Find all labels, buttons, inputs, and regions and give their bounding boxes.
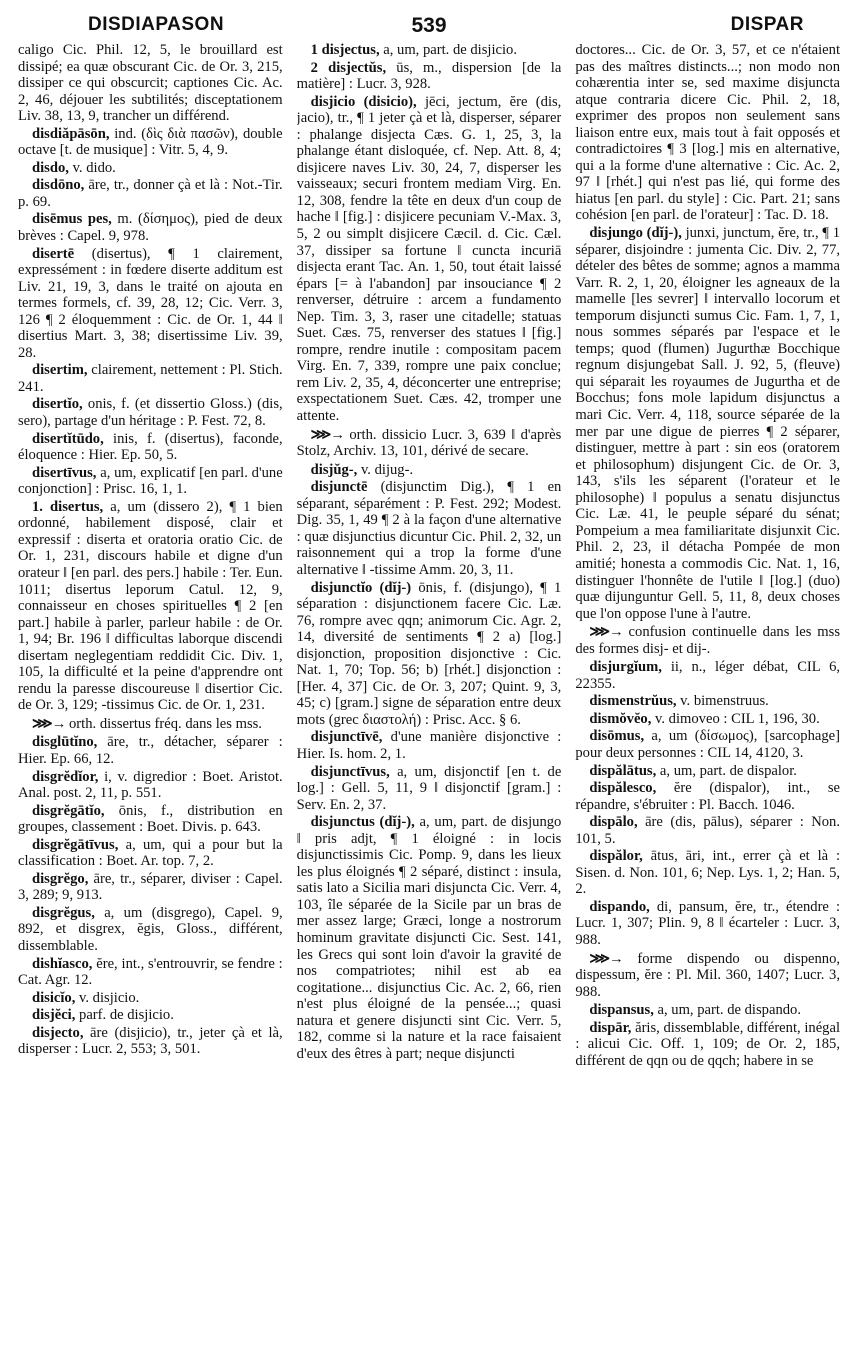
entry-text: ĕre (dispalor), int., se répandre, s'ébruiter : Pl. Bacch. 1046. xyxy=(575,780,840,813)
entry-text: doctores... Cic. de Or. 3, 57, et ce n'étaient pas des maîtres distincts...; non modo non cohærentia inter se, sed maxime disjuncta atque contraria dicere Cic. Phil. 2, 18, exprimer des propos non seulement sans liaison entre eux, mais tout à fait opposés et contradictoires ¶ 3 [log.] mis en alternative, qui a la forme d'une alternative : Cic. Ac. 2, 97 ‖ [rhét.] qui n'est pas lié, qui forme des hiatus [en parl. du style] : Cic. Part. 21; sans cohésion [en parl. de l'orateur] : Tac. D. 18. xyxy=(575,42,840,224)
orthography-note xyxy=(575,951,840,1001)
dictionary-entry xyxy=(575,899,840,949)
headword: disjunctīvē, xyxy=(310,729,383,746)
headword: disjungo (dĭj-), xyxy=(589,225,682,242)
dictionary-entry xyxy=(18,871,283,904)
entry-text: v. bimenstruus. xyxy=(676,693,769,710)
entry-text: v. dimoveo : CIL 1, 196, 30. xyxy=(651,710,820,727)
entry-text: a, um, part. de dispando. xyxy=(653,1002,801,1019)
headword: disdōno, xyxy=(32,177,85,194)
note-arrow-icon: ⋙→ xyxy=(589,950,623,967)
entry-text: v. disjicio. xyxy=(75,989,140,1006)
page-header xyxy=(18,8,840,42)
dictionary-entry xyxy=(18,1007,283,1024)
headword: dismenstrŭus, xyxy=(589,693,677,710)
entry-text: (disjunctim Dig.), ¶ 1 en séparant, séparément : P. Fest. 292; Modest. Dig. 35, 1, 49 ¶ 2 à la façon d'une alternative : quæ disjunctius dicuntur Cic. Phil. 2, 32, un raisonnement qui a trop la forme d'une alternative ‖ -tissime Amm. 20, 3, 11. xyxy=(296,479,562,578)
dictionary-entry xyxy=(575,848,840,898)
headword: 2 disjectŭs, xyxy=(310,59,387,76)
entry-text: ăris, dissemblable, différent, inégal : alicui Cic. Off. 1, 109; de Or. 2, 185, différent de qqn ou de qqch; habere in se xyxy=(575,1019,840,1069)
orthography-note xyxy=(18,716,283,733)
dictionary-entry xyxy=(18,465,283,498)
dictionary-entry xyxy=(18,769,283,802)
headword: dishĭasco, xyxy=(32,955,93,972)
headword: dispălātus, xyxy=(589,762,657,779)
dictionary-entry xyxy=(18,956,283,989)
dictionary-entry xyxy=(18,246,283,362)
headword: disertim, xyxy=(32,362,88,379)
headword: disgrĕgātĭo, xyxy=(32,802,105,819)
entry-text: m. (δίσημος), pied de deux brèves : Capel. 9, 978. xyxy=(18,211,283,245)
note-arrow-icon: ⋙→ xyxy=(32,715,66,732)
entry-text: i, v. digredior : Boet. Aristot. Anal. post. 2, 11, p. 551. xyxy=(18,768,283,802)
headword: disgrĕdĭor, xyxy=(32,768,99,785)
entry-text: d'une manière disjonctive : Hier. Is. hom. 2, 1. xyxy=(296,729,562,762)
headword: disjurgĭum, xyxy=(589,659,662,676)
dictionary-entry xyxy=(18,362,283,395)
headword: disōmus, xyxy=(589,728,645,745)
entry-text: a, um, explicatif [en parl. d'une conjonction] : Prisc. 16, 1, 1. xyxy=(18,464,283,498)
headword: disjunctus (dĭj-), xyxy=(310,814,415,831)
column-middle xyxy=(297,42,562,1350)
dictionary-entry xyxy=(575,1020,840,1070)
entry-text: inis, f. (disertus), faconde, éloquence : Hier. Ep. 50, 5. xyxy=(18,430,283,464)
orthography-note xyxy=(297,427,562,460)
headword: disertē xyxy=(32,245,75,262)
page-number: 539 xyxy=(411,14,447,37)
running-head-right: DISPAR xyxy=(730,14,804,35)
headword: dispār, xyxy=(589,1019,632,1036)
dictionary-entry xyxy=(575,225,840,622)
entry-text: a, um, qui a pour but la classification : Boet. Ar. top. 7, 2. xyxy=(18,836,283,870)
dictionary-entry xyxy=(297,42,562,59)
dictionary-entry xyxy=(575,728,840,761)
dictionary-entry xyxy=(18,1025,283,1058)
headword: dispălesco, xyxy=(589,780,657,797)
column-right xyxy=(575,42,840,1350)
headword: disglūtĭno, xyxy=(32,734,98,751)
headword: dispălor, xyxy=(589,848,643,865)
dictionary-entry xyxy=(575,780,840,813)
dictionary-entry xyxy=(575,814,840,847)
dictionary-entry xyxy=(297,814,562,1062)
headword: disjunctĭo (dĭj-) xyxy=(310,579,412,596)
entry-text: āre, tr., séparer, diviser : Capel. 3, 289; 9, 913. xyxy=(18,870,283,904)
entry-text: clairement, nettement : Pl. Stich. 241. xyxy=(18,362,283,395)
headword: dispando, xyxy=(589,898,650,915)
column-left xyxy=(18,42,283,1350)
headword: disjŭg-, xyxy=(310,461,358,478)
entry-text: a, um, part. de disjungo ‖ pris adjt, ¶ 1 éloigné : in locis disjunctissimis Cic. Pomp. 9, dans les lieux les plus éloignés ¶ 2 séparé, distinct : insula, satis lato a Sicilia mari disjuncta Cic. Verr. 4, 103, île séparée de la Sicile par un bras de mer assez large; Græci, longe a nostrorum hominum gravitate disjuncti Cic. Sest. 141, les Grecs qui sont loin d'avoir la gravité de nos compatriotes; nihil est ab ea cogitatione... disjunctius Cic. Ac. 2, 66, rien n'est plus éloigné de la pensée...; quasi natura et genere disjuncti sint Cic. Verr. 5, 182, comme si la nature et la race faisaient d'eux des êtres à part; neque disjuncti xyxy=(296,814,562,1062)
entry-text: āre, tr., donner çà et là : Not.-Tir. p. 69. xyxy=(18,177,283,210)
dictionary-entry xyxy=(18,803,283,836)
dictionary-entry xyxy=(18,837,283,870)
dictionary-entry xyxy=(18,177,283,210)
headword: disjĕci, xyxy=(32,1007,76,1024)
dictionary-entry xyxy=(575,1002,840,1019)
running-head-left: DISDIAPASON xyxy=(88,14,225,35)
entry-text: jēci, jectum, ĕre (dis, jacio), tr., ¶ 1 jeter çà et là, disperser, séparer : phalange disjecta Cæs. G. 1, 25, 3, la phalange étant disloquée, cf. Nep. Att. 8, 4; disjicere naves Liv. 30, 24, 7, disperser les vaisseaux; securi frontem mediam Virg. En. 12, 308, fendre la tête en deux d'un coup de hache ‖ [fig.] : disjicere pecuniam V.-Max. 3, 5, 2 ou simplt disjicere Cæcil. d. Cic. Cæl. 37, dissiper sa fortune ‖ cuncta incuriā disjecta erant Tac. An. 1, 50, tout était laissé épars [= à l'abandon] par insouciance ¶ 2 renverser, détruire : arcem a fundamento Nep. Tim. 3, 3, raser une citadelle; statuas Suet. Cæs. 75, renverser des statues ‖ [fig.] rompre, rendre inutile : compositam pacem Virg. En. 7, 339, rompre une paix conclue; rem Liv. 2, 35, 4, déconcerter une entreprise; exspectationem Suet. Cæs. 42, tromper une attente. xyxy=(296,93,562,425)
entry-text: junxi, junctum, ĕre, tr., ¶ 1 séparer, disjoindre : jumenta Cic. Div. 2, 77, dételer des bêtes de somme; agnos a mamma Varr. R. 2, 1, 20, éloigner les agneaux de la mamelle [les sevrer] ‖ intervallo locorum et temporum disjuncti sumus Cic. Fam. 1, 7, 1, nous sommes séparés par l'espace et le temps; quod (flumen) Jugurthæ Bocchique regnum disjungebat Sall. J. 92, 5, (fleuve) qui séparait les royaumes de Jugurtha et de Bocchus; fons mole lapidum disjunctus a mari Cic. Verr. 4, 118, source séparée de la mer par une digue de pierres ¶ 2 séparer, distinguer, mettre à part : sin eos (oratorem et philosophum) disjungent Cic. de Or. 3, 143, s'ils les séparent (l'orateur et le philosophe) ‖ populus a senatu disjunctus Cic. Læ. 41, le peuple séparé du sénat; Pompeium a mea familiaritate disjunxit Cic. Phil. 2, 23, il détacha Pompée de mon amitié; honesta a commodis Cic. Nat. 1, 16, distinguer l'honnête de l'utile ‖ [log.] (duo) quæ dijunguntur Gell. 5, 11, 8, deux choses que l'on oppose l'une à l'autre. xyxy=(575,225,840,622)
dictionary-entry xyxy=(297,729,562,762)
entry-text: a, um (disgrego), Capel. 9, 892, et disgrex, ĕgis, Gloss., différent, dissemblable. xyxy=(18,904,283,954)
entry-text: āre (dis, pālus), séparer : Non. 101, 5. xyxy=(575,814,840,847)
note-arrow-icon: ⋙→ xyxy=(310,426,345,443)
dictionary-entry xyxy=(297,479,562,578)
entry-text: confusion continuelle dans les mss des formes disj- et dij-. xyxy=(575,624,840,657)
dictionary-entry xyxy=(297,94,562,425)
dictionary-entry xyxy=(18,734,283,767)
headword: dispansus, xyxy=(589,1002,654,1019)
entry-text: ūs, m., dispersion [de la matière] : Lucr. 3, 928. xyxy=(296,59,562,93)
headword: disgrĕgo, xyxy=(32,870,89,887)
dictionary-entry xyxy=(18,42,283,125)
entry-text: parf. de disjicio. xyxy=(75,1007,174,1024)
entry-text: orth. dissicio Lucr. 3, 639 ‖ d'après Stolz, Archiv. 13, 101, dérivé de secare. xyxy=(296,426,562,460)
headword: disgrĕgus, xyxy=(32,904,95,921)
dictionary-entry xyxy=(575,693,840,710)
headword: disēmus pes, xyxy=(32,211,112,228)
entry-text: orth. dissertus fréq. dans les mss. xyxy=(65,715,262,732)
headword: disjecto, xyxy=(32,1024,84,1041)
headword: 1. disertus, xyxy=(32,498,104,515)
dictionary-entry xyxy=(297,580,562,729)
entry-text: ĕre, int., s'entrouvrir, se fendre : Cat. Agr. 12. xyxy=(18,955,283,989)
headword: disdo, xyxy=(32,159,69,176)
entry-text: (disertus), ¶ 1 clairement, expressément : in fœdere diserte additum est Liv. 21, 19, 3, dans le traité on ajouta en termes formels, cf. 39, 28, 12; Cic. Verr. 3, 126 ¶ 2 éloquemment : Cic. de Or. 1, 44 ‖ disertius Mart. 3, 38; disertissime Liv. 39, 28. xyxy=(18,245,283,361)
orthography-note xyxy=(575,624,840,657)
headword: dismŏvĕo, xyxy=(589,710,652,727)
dictionary-entry xyxy=(575,659,840,692)
headword: disertīvus, xyxy=(32,464,97,481)
dictionary-entry xyxy=(297,60,562,93)
entry-text: v. dijug-. xyxy=(357,461,414,478)
entry-text: āre (disjicio), tr., jeter çà et là, disperser : Lucr. 2, 553; 3, 501. xyxy=(18,1024,283,1058)
dictionary-entry xyxy=(18,126,283,159)
headword: disicĭo, xyxy=(32,989,76,1006)
dictionary-entry xyxy=(18,499,283,714)
entry-text: a, um, part. de dispalor. xyxy=(656,762,797,779)
headword: disgrĕgātīvus, xyxy=(32,836,119,853)
entry-text: a, um (δίσωμος), [sarcophage] pour deux personnes : CIL 14, 4120, 3. xyxy=(575,728,840,761)
headword: disertĭtūdo, xyxy=(32,430,104,447)
entry-text: forme dispendo ou dispenno, dispessum, ĕre : Pl. Mil. 360, 1407; Lucr. 3, 988. xyxy=(575,950,840,1000)
dictionary-entry xyxy=(18,211,283,244)
headword: disdiăpāsōn, xyxy=(32,125,110,142)
dictionary-entry xyxy=(18,905,283,955)
entry-text: caligo Cic. Phil. 12, 5, le brouillard est dissipé; ea quæ obscurant Cic. de Or. 3, 215, dissiper ce qui obscurcit; captiones Cic. Ac. 2, 46, déjouer les subtilités; disceptationem Liv. 38, 13, 9, trancher un différend. xyxy=(18,42,283,125)
dictionary-entry xyxy=(575,763,840,780)
entry-text: onis, f. (et dissertio Gloss.) (dis, sero), partage d'un héritage : P. Fest. 72, 8. xyxy=(18,396,283,430)
headword: dispālo, xyxy=(589,814,638,831)
dictionary-entry xyxy=(297,764,562,814)
headword: disjunctīvus, xyxy=(310,763,390,780)
entry-text: a, um (dissero 2), ¶ 1 bien ordonné, habilement disposé, clair et expressif : diserta et oratoria oratio Cic. de Or. 1, 231, discours habile et digne d'un orateur ‖ [en parl. des pers.] habile : Ter. Eun. 1011; disertus leporum Catul. 12, 9, connaisseur en choses spirituelles ¶ 2 [en part.] habile à parler, parleur habile : de Or. 1, 94; Br. 196 ‖ difficultas laborque discendi disertam neglegentiam reddidit Cic. Div. 1, 105, la difficulté et la peine d'apprendre ont rendu la paresse discoureuse ‖ disertior Cic. de Or. 3, 129; -tissimus Cic. de Or. 1, 231. xyxy=(18,498,283,714)
headword: 1 disjectus, xyxy=(310,42,380,58)
entry-text: ōnis, f. (disjungo), ¶ 1 séparation : disjunctionem facere Cic. Læ. 76, rompre avec qqn; animorum Cic. Agr. 2, 14, diversité de sentiments ¶ 2 a) [log.] disjonction, proposition disjonctive : Cic. Nat. 1, 70; Top. 56; b) [rhét.] disjonction : [Her. 4, 37] Cic. de Or. 3, 207; Quint. 9, 3, 45; c) [gram.] signe de séparation entre deux mots (grec διαστολή) : Prisc. Acc. § 6. xyxy=(296,579,562,728)
entry-text: ii, n., léger débat, CIL 6, 22355. xyxy=(575,659,840,692)
entry-text: v. dido. xyxy=(68,159,116,176)
entry-text: ōnis, f., distribution en groupes, classement : Boet. Divis. p. 643. xyxy=(18,802,283,836)
dictionary-entry xyxy=(297,462,562,479)
entry-text: a, um, disjonctif [en t. de log.] : Gell. 5, 11, 9 ‖ disjonctif [gram.] : Serv. En. 2, 37. xyxy=(296,763,562,813)
entry-text: di, pansum, ĕre, tr., étendre : Lucr. 1, 307; Plin. 9, 8 ‖ écarteler : Lucr. 3, 988. xyxy=(575,898,840,948)
note-arrow-icon: ⋙→ xyxy=(589,624,623,641)
entry-text: a, um, part. de disjicio. xyxy=(379,42,517,58)
dictionary-entry xyxy=(18,990,283,1007)
headword: disertĭo, xyxy=(32,396,83,413)
text-columns xyxy=(18,42,840,1350)
dictionary-entry xyxy=(18,160,283,177)
dictionary-entry xyxy=(18,396,283,429)
headword: disjicio (disicio), xyxy=(310,93,417,110)
dictionary-entry xyxy=(575,711,840,728)
entry-text: ind. (δὶς διὰ πασῶν), double octave [t. de musique] : Vitr. 5, 4, 9. xyxy=(18,125,283,159)
entry-text: ātus, āri, int., errer çà et là : Sisen. d. Non. 101, 6; Nep. Lys. 1, 2; Han. 5, 2. xyxy=(575,848,840,898)
headword: disjunctē xyxy=(310,479,368,496)
dictionary-entry xyxy=(18,431,283,464)
dictionary-entry xyxy=(575,42,840,224)
entry-text: āre, tr., détacher, séparer : Hier. Ep. 66, 12. xyxy=(18,734,283,767)
